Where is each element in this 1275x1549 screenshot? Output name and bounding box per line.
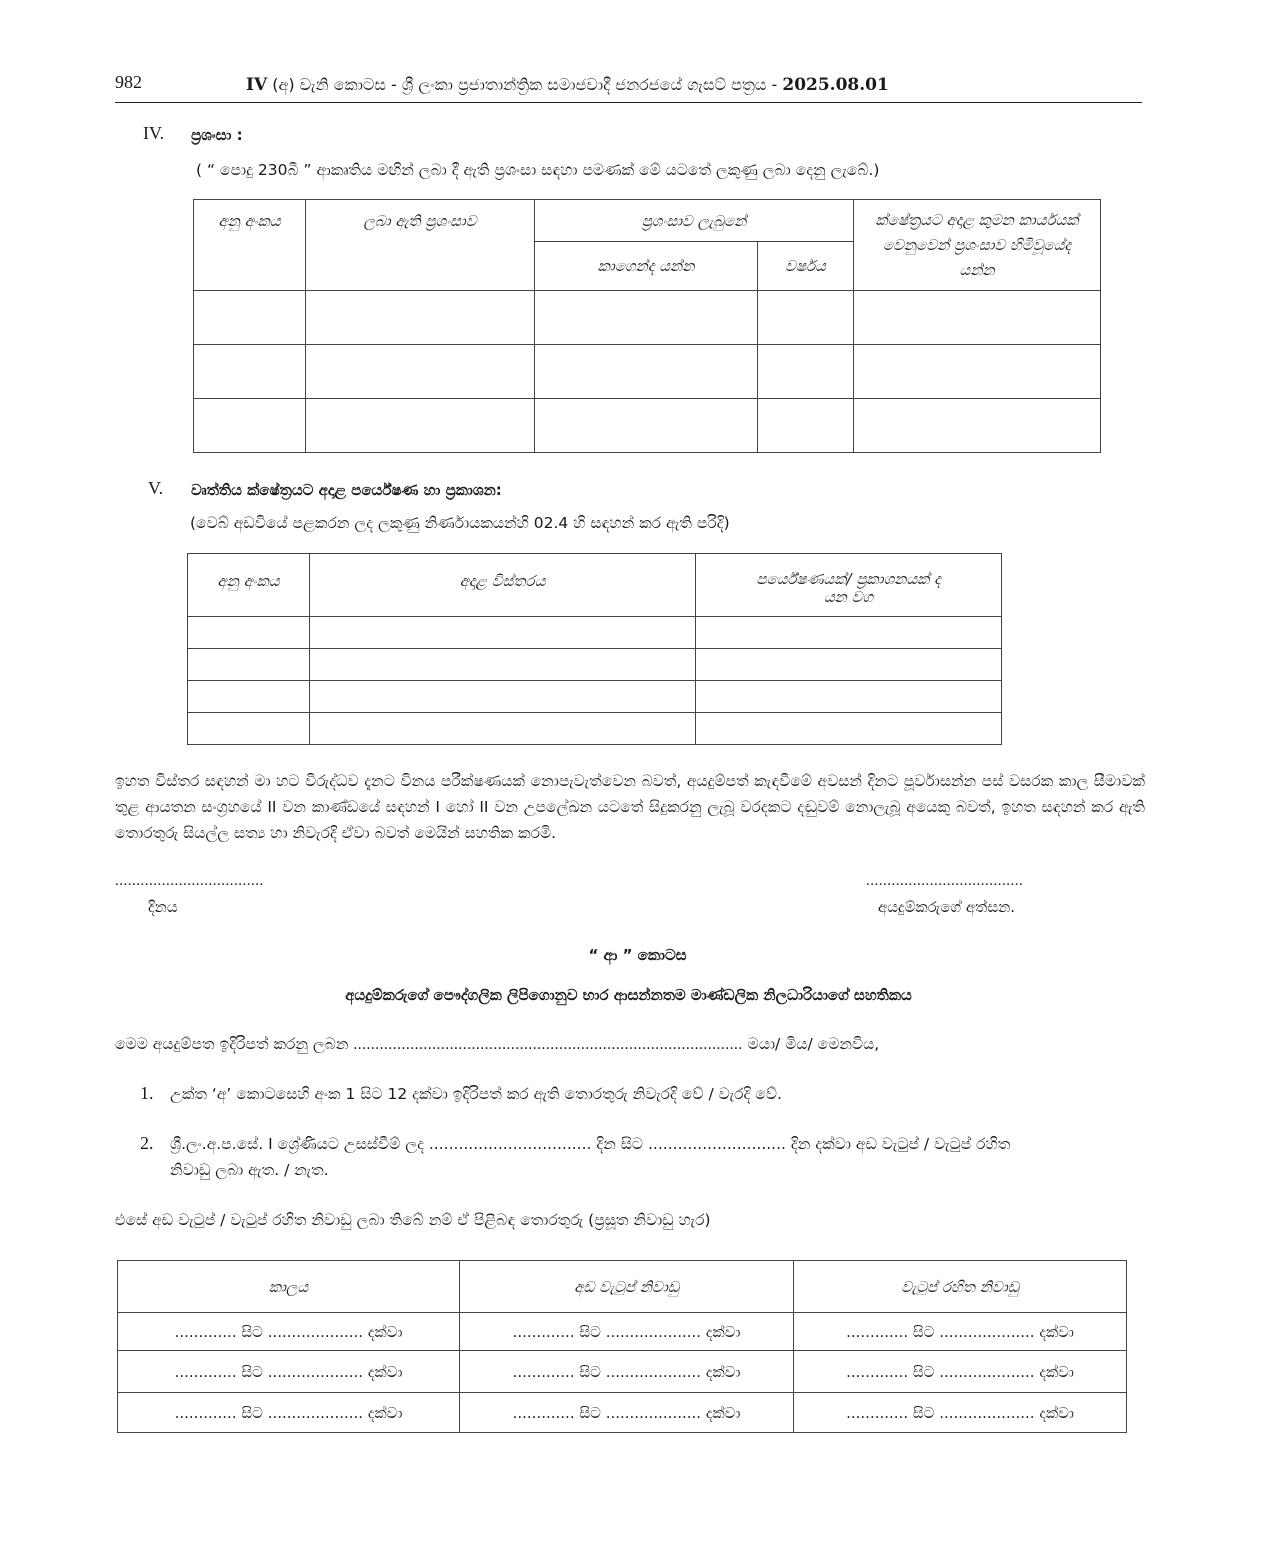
table-cell[interactable]	[306, 345, 535, 399]
table-cell[interactable]	[194, 399, 306, 453]
table-row	[188, 681, 1002, 713]
col-type-line1: පර්යේෂණයක්/ ප්‍රකාශනයක් ද	[756, 570, 941, 588]
header-rule	[115, 102, 1142, 103]
col-reason-header: ක්ෂේත්‍රයට අදාළ කුමන කාර්යයක් වෙනුවෙන් ප්‍රශංසාව හිමිවූයේද යන්න	[854, 200, 1101, 291]
intro-start: මෙම අයදුම්පත ඉදිරිපත් කරනු ලබන	[115, 1035, 349, 1053]
half-pay-cell[interactable]: ............. සිට .................... දක්වා	[460, 1351, 794, 1393]
half-pay-cell[interactable]: ............. සිට .................... දක්වා	[460, 1313, 794, 1351]
table-row	[194, 399, 1101, 453]
table-cell[interactable]	[758, 399, 854, 453]
table-cell[interactable]	[696, 681, 1002, 713]
table-cell[interactable]	[758, 345, 854, 399]
col-year-header: වර්ෂය	[758, 242, 854, 291]
table-row	[188, 649, 1002, 681]
table-cell[interactable]	[188, 617, 310, 649]
table-cell[interactable]	[854, 291, 1101, 345]
date-dots[interactable]: ...................................	[115, 873, 264, 889]
declaration-paragraph: ඉහත විස්තර සඳහන් මා හට විරුද්ධව දැනට විනය පරීක්ෂණයක් නොපැවැත්වෙන බවත්, අයදුම්පත් කැඳවීමේ අවසන් දිනට පූර්වාසන්න පස් වසරක කාල සීමාවක් තුළ ආයතන සංග්‍රහයේ II වන කාණ්ඩයේ සඳහන් I හෝ II වන උපලේඛන යටතේ සිදුකරනු ලැබූ වරදකට දඬුවම් නොලැබූ අයෙකු බවත්, ඉහත සඳහන් කර ඇති තොරතුරු සියල්ල සත්‍ය හා නිවැරදි ඒවා බවත් මෙයින් සහතික කරමි.	[115, 772, 1145, 842]
item2-line1: ශ්‍රී.ලං.අ.ප.සේ. I ශ්‍රේණියට උසස්වීම් ලද ................................. දින සිට ............................ දින දක්වා අඩ වැටුප් / වැටුප් රහිත	[170, 1135, 1011, 1153]
table-cell[interactable]	[854, 399, 1101, 453]
table-row	[118, 1351, 1127, 1393]
page-number: 982	[115, 72, 142, 92]
table-cell[interactable]	[696, 649, 1002, 681]
item1-text: උක්ත ‘අ’ කොටසෙහි අංක 1 සිට 12 දක්වා ඉදිරිපත් කර ඇති තොරතුරු නිවැරදි වේ / වැරදි වේ.	[170, 1085, 782, 1103]
table-row	[188, 713, 1002, 745]
col-award-header: ලබා ඇති ප්‍රශංසාව	[306, 200, 535, 291]
col-half-pay-header: අඩ වැටුප් නිවාඩු	[460, 1261, 794, 1313]
table-cell[interactable]	[758, 291, 854, 345]
header-title: (අ) වැනි කොටස - ශ්‍රී ලංකා ප්‍රජාතාන්ත්‍රික සමාජවාදී ජනරජයේ ගැසට් පත්‍රය -	[267, 75, 783, 94]
period-cell[interactable]: ............. සිට .................... දක්වා	[118, 1313, 460, 1351]
col-received-group-header: ප්‍රශංසාව ලැබුනේ	[535, 200, 854, 242]
table-cell[interactable]	[535, 291, 758, 345]
table-cell[interactable]	[310, 649, 696, 681]
table-cell[interactable]	[696, 617, 1002, 649]
period-cell[interactable]: ............. සිට .................... දක්වා	[118, 1351, 460, 1393]
table-cell[interactable]	[535, 345, 758, 399]
table-row	[118, 1313, 1127, 1351]
table-cell[interactable]	[188, 649, 310, 681]
table-cell[interactable]	[306, 399, 535, 453]
col-type-header	[696, 554, 1002, 617]
period-cell[interactable]: ............. සිට .................... දක්වා	[118, 1393, 460, 1433]
part-aa-title: “ ආ ” කොටස	[588, 946, 687, 964]
table-row	[194, 291, 1101, 345]
gazette-header	[246, 75, 889, 95]
intro-end: මයා/ මිය/ මෙනවිය,	[747, 1035, 880, 1053]
table-cell[interactable]	[854, 345, 1101, 399]
table-cell[interactable]	[310, 713, 696, 745]
section-v-title: වෘත්තිය ක්ෂේත්‍රයට අදාළ පර්යේෂණ හා ප්‍රකාශන:	[191, 481, 502, 499]
research-table	[187, 553, 1002, 745]
col-type-line2: යන වග	[823, 588, 874, 606]
section-iv-title: ප්‍රශංසා :	[191, 126, 243, 144]
part-aa-intro	[115, 1035, 879, 1054]
header-date: 2025.08.01	[782, 75, 889, 95]
item2-number: 2.	[140, 1133, 154, 1153]
col-details-header: අදාළ විස්තරය	[310, 554, 696, 617]
table-cell[interactable]	[310, 617, 696, 649]
table-row	[194, 345, 1101, 399]
table-cell[interactable]	[696, 713, 1002, 745]
table-cell[interactable]	[535, 399, 758, 453]
leave-note: එසේ අඩ වැටුප් / වැටුප් රහිත නිවාඩු ලබා තිබේ නම් ඒ පිළිබඳ තොරතුරු (ප්‍රසූත නිවාඩු හැර)	[115, 1211, 711, 1229]
col-serial-header: අනු අංකය	[188, 554, 310, 617]
section-v-note: (වෙබ් අඩවියේ පළකරන ලද ලකුණු නිර්ණායකයන්හි 02.4 හි සඳහන් කර ඇති පරිදි)	[190, 514, 730, 532]
part-aa-subtitle: අයදුම්කරුගේ පෞද්ගලික ලිපිගොනුව භාර ආසන්නතම මාණ්ඩලික නිලධාරියාගේ සහතිකය	[345, 986, 912, 1004]
table-row	[118, 1393, 1127, 1433]
section-iv-numeral: IV.	[143, 123, 165, 143]
table-cell[interactable]	[188, 713, 310, 745]
table-row	[188, 617, 1002, 649]
col-period-header: කාලය	[118, 1261, 460, 1313]
table-cell[interactable]	[194, 345, 306, 399]
section-iv-note: ( “ පොදු 230බී ” ආකෘතිය මඟින් ලබා දී ඇති ප්‍රශංසා සඳහා පමණක් මේ යටතේ ලකුණු ලබා දෙනු ලැබේ.)	[196, 161, 880, 179]
signature-label: අයදුම්කරුගේ අත්සන.	[878, 898, 1016, 916]
no-pay-cell[interactable]: ............. සිට .................... දක්වා	[794, 1393, 1127, 1433]
table-cell[interactable]	[306, 291, 535, 345]
header-part: IV	[246, 75, 268, 95]
half-pay-cell[interactable]: ............. සිට .................... දක්වා	[460, 1393, 794, 1433]
col-serial-header: අනු අංකය	[194, 200, 306, 291]
item2-line2: නිවාඩු ලබා ඇත. / නැත.	[170, 1161, 329, 1179]
col-no-pay-header: වැටුප් රහිත නිවාඩු	[794, 1261, 1127, 1313]
table-cell[interactable]	[194, 291, 306, 345]
leave-table	[117, 1260, 1127, 1433]
table-cell[interactable]	[310, 681, 696, 713]
commendations-table	[193, 199, 1101, 453]
section-v-numeral: V.	[148, 478, 164, 498]
signature-dots[interactable]: .....................................	[866, 873, 1024, 889]
no-pay-cell[interactable]: ............. සිට .................... දක්වා	[794, 1313, 1127, 1351]
item1-number: 1.	[140, 1083, 154, 1103]
col-from-whom-header: කාගෙන්ද යන්න	[535, 242, 758, 291]
date-label: දිනය	[148, 898, 178, 916]
no-pay-cell[interactable]: ............. සිට .................... දක්වා	[794, 1351, 1127, 1393]
table-cell[interactable]	[188, 681, 310, 713]
applicant-name-dots[interactable]: .........................................................................................	[353, 1036, 743, 1053]
